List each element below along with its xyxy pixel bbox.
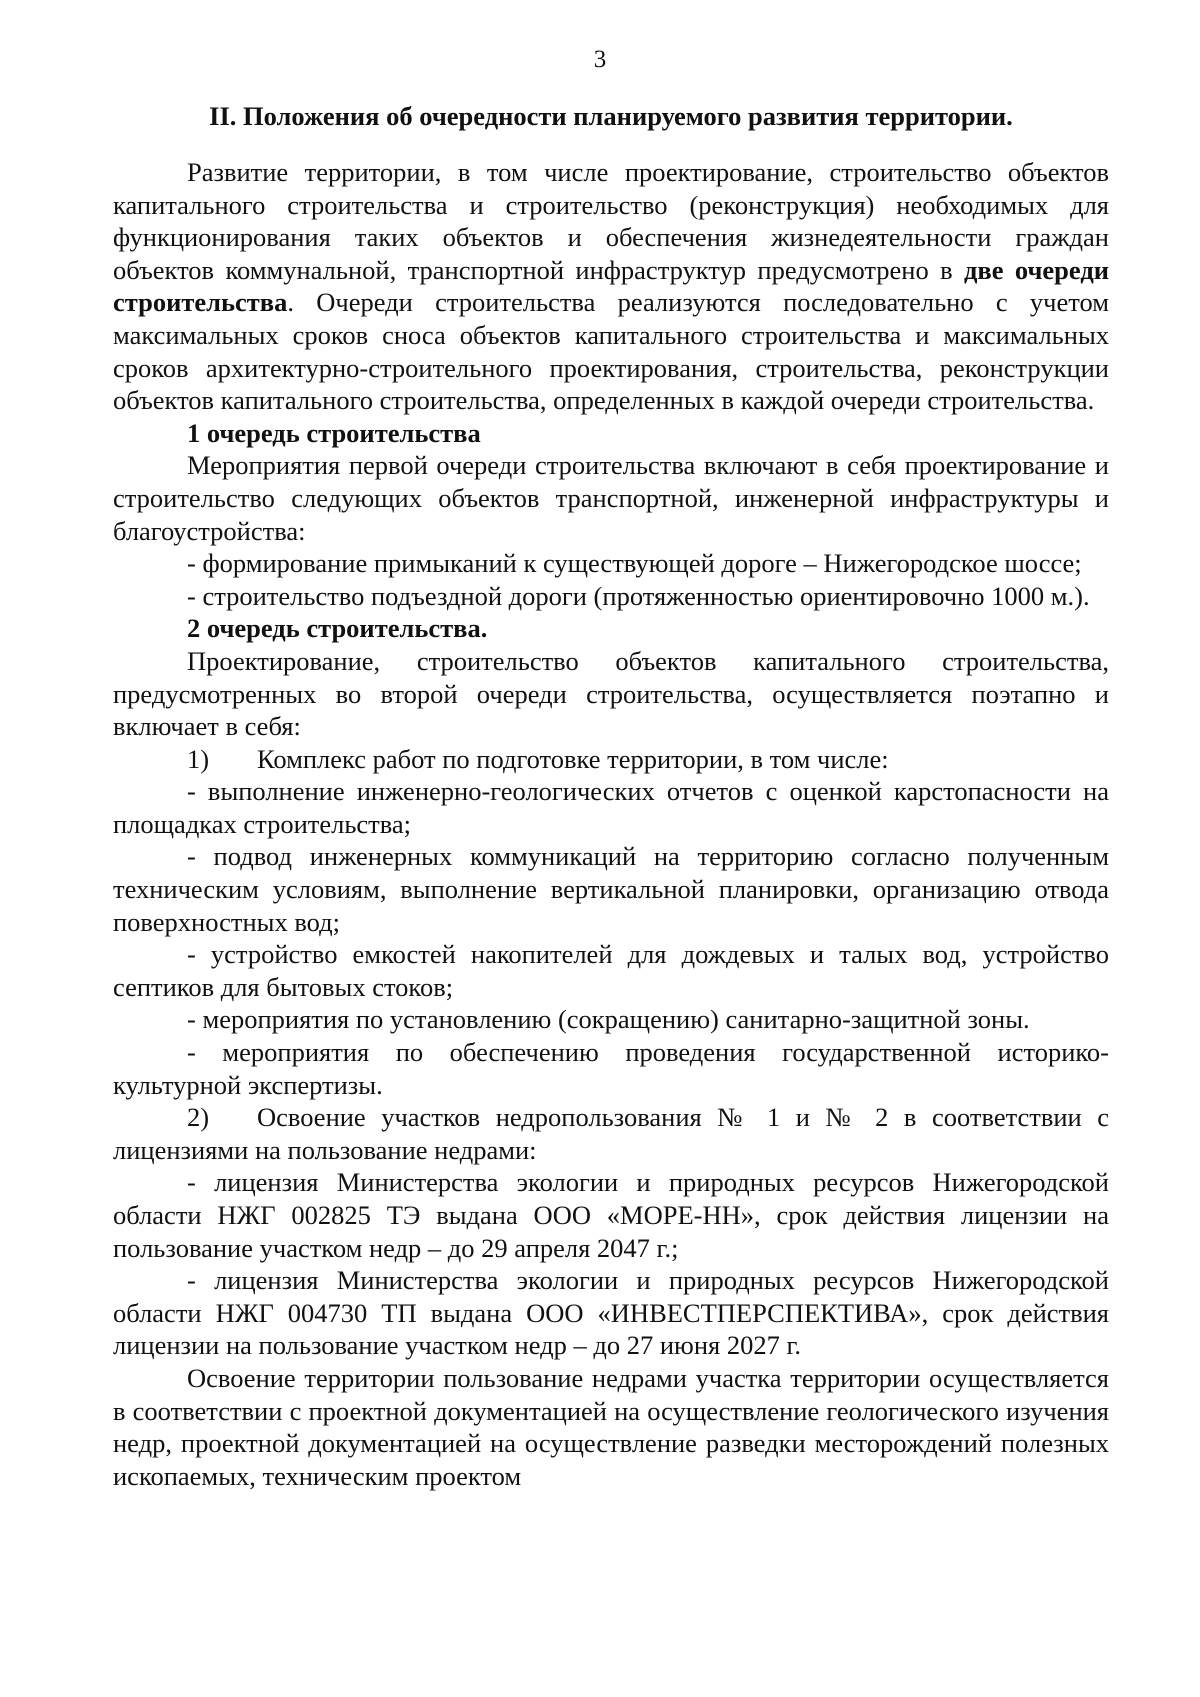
step-2-list-item: - лицензия Министерства экологии и природных ресурсов Нижегородской области НЖГ 002825 ТЭ выдана ООО «МОРЕ-НН», срок действия лицензии на пользование участком недр – до 29 апреля 2047 г.; <box>113 1167 1109 1263</box>
step-1-list-item: - устройство емкостей накопителей для дождевых и талых вод, устройство септиков для бытовых стоков; <box>113 939 1109 1002</box>
step-1-list-item: - подвод инженерных коммуникаций на территорию согласно полученным техническим условиям, выполнение вертикальной планировки, организацию отвода поверхностных вод; <box>113 841 1109 937</box>
stage-2-heading: 2 очередь строительства. <box>187 613 488 644</box>
section-title: II. Положения об очередности планируемого развития территории. <box>209 101 1013 131</box>
stage-1-paragraph: Мероприятия первой очереди строительства включают в себя проектирование и строительство следующих объектов транспортной, инженерной инфраструктуры и благоустройства: <box>113 450 1109 546</box>
intro-paragraph <box>113 156 1109 417</box>
step-1-title-text: Комплекс работ по подготовке территории, в том числе: <box>257 743 889 774</box>
step-1-list-item: - мероприятия по обеспечению проведения государственной историко-культурной экспертизы. <box>113 1037 1109 1100</box>
step-2-list-item: - лицензия Министерства экологии и природных ресурсов Нижегородской области НЖГ 004730 ТП выдана ООО «ИНВЕСТПЕРСПЕКТИВА», срок действия лицензии на пользование участком недр – до 27 июня 2027 г. <box>113 1265 1109 1361</box>
step-1-number: 1) <box>187 743 210 774</box>
step-2-number: 2) <box>187 1102 210 1133</box>
stage-1-list-item: - строительство подъездной дороги (протяженностью ориентировочно 1000 м.). <box>187 580 1090 611</box>
step-2-title-text: Освоение участков недропользования № 1 и № 2 в соответствии с лицензиями на пользование недрами: <box>113 1102 1109 1165</box>
stage-1-list-item: - формирование примыканий к существующей дороге – Нижегородское шоссе; <box>187 548 1082 579</box>
stage-1-heading: 1 очередь строительства <box>187 417 481 448</box>
closing-paragraph: Освоение территории пользование недрами участка территории осуществляется в соответствии с проектной документацией на осуществление геологического изучения недр, проектной документацией на осуществление разведки месторождений полезных ископаемых, техническим проектом <box>113 1362 1109 1491</box>
intro-bold-phrase: две очереди строительства <box>113 254 1109 318</box>
stage-2-paragraph: Проектирование, строительство объектов капитального строительства, предусмотренных во второй очереди строительства, осуществляется поэтапно и включает в себя: <box>113 645 1109 742</box>
step-1-title <box>113 743 1109 776</box>
step-1-list-item: - выполнение инженерно-геологических отчетов с оценкой карстопасности на площадках строительства; <box>113 776 1109 839</box>
step-2-title <box>113 1101 1109 1166</box>
document-body <box>113 100 1109 1492</box>
intro-text-end: . Очереди строительства реализуются последовательно с учетом максимальных сроков сноса объектов капитального строительства и максимальных сроков архитектурно-строительного проектирования, строительства, реконструкции объектов капитального строительства, определенных в каждой очереди строительства. <box>113 287 1109 416</box>
step-1-list-item: - мероприятия по установлению (сокращению) санитарно-защитной зоны. <box>187 1004 1030 1035</box>
page-number: 3 <box>593 46 607 73</box>
intro-text-start: Развитие территории, в том числе проектирование, строительство объектов капитального строительства и строительство (реконструкция) необходимых для функционирования таких объектов и обеспечения жизнедеятельности граждан объектов коммунальной, транспортной инфраструктур предусмотрено в <box>113 157 1109 285</box>
